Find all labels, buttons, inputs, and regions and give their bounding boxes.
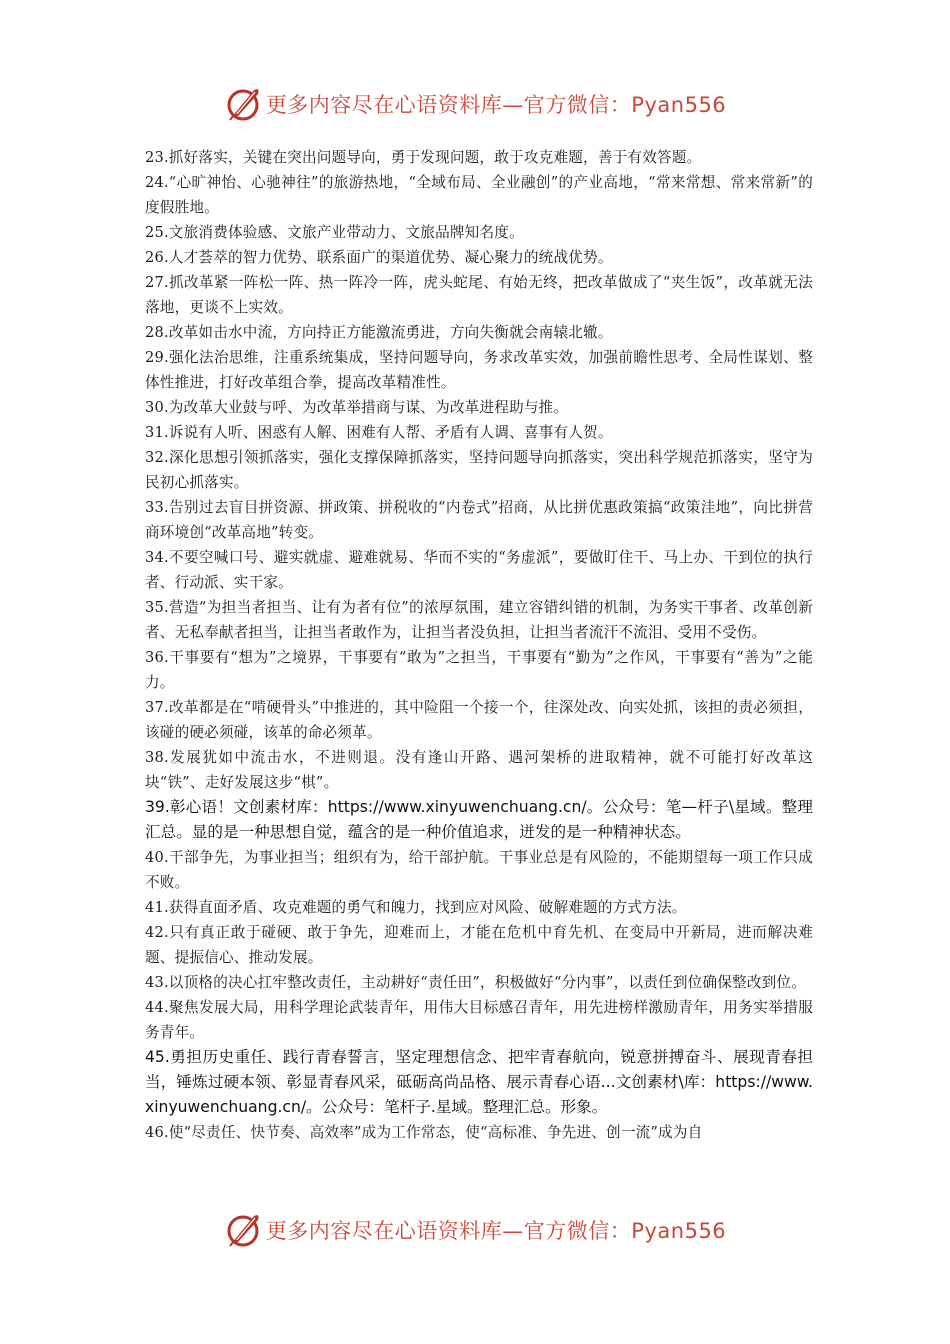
- list-item: 29.强化法治思维，注重系统集成，坚持问题导向，务求改革实效，加强前瞻性思考、全局性谋划、整体性推进，打好改革组合拳，提高改革精准性。: [145, 349, 813, 391]
- document-body: [145, 145, 813, 1145]
- list-item: 36.干事要有“想为”之境界，干事要有“敢为”之担当，干事要有“勤为”之作风，干事要有“善为”之能力。: [145, 649, 813, 691]
- list-item: 23.抓好落实，关键在突出问题导向，勇于发现问题，敢于攻克难题，善于有效答题。: [145, 149, 702, 166]
- footer-banner-text: 更多内容尽在心语资料库—官方微信：Pyan556: [265, 1219, 727, 1243]
- list-item: 44.聚焦发展大局，用科学理论武装青年，用伟大目标感召青年，用先进榜样激励青年，用务实举措服务青年。: [145, 999, 813, 1041]
- list-item: 31.诉说有人听、困惑有人解、困难有人帮、矛盾有人调、喜事有人贺。: [145, 424, 613, 441]
- quill-logo-icon: [224, 1210, 264, 1250]
- list-item: 40.干部争先，为事业担当；组织有为，给干部护航。干事业总是有风险的，不能期望每一项工作只成不败。: [145, 849, 813, 891]
- list-item: 46.使“尽责任、快节奏、高效率”成为工作常态，使“高标准、争先进、创一流”成为自: [145, 1124, 703, 1141]
- list-item: 24.“心旷神怡、心驰神往”的旅游热地，“全域布局、全业融创”的产业高地，“常来常想、常来常新”的度假胜地。: [145, 174, 813, 216]
- list-item: 37.改革都是在“啃硬骨头”中推进的，其中险阻一个接一个，往深处改、向实处抓，该担的责必须担，该碰的硬必须碰，该革的命必须革。: [145, 699, 813, 741]
- list-item: 28.改革如击水中流，方向持正方能激流勇进，方向失衡就会南辕北辙。: [145, 324, 613, 341]
- list-item: 38.发展犹如中流击水，不进则退。没有逢山开路、遇河架桥的进取精神，就不可能打好改革这块“铁”、走好发展这步“棋”。: [145, 749, 813, 791]
- list-item: 34.不要空喊口号、避实就虚、避难就易、华而不实的“务虚派”，要做盯住干、马上办、干到位的执行者、行动派、实干家。: [145, 549, 813, 591]
- list-item-bold: 45.勇担历史重任、践行青春誓言，坚定理想信念、把牢青春航向，锐意拼搏奋斗、展现青春担当，锤炼过硬本领、彰显青春风采，砥砺高尚品格、展示青春心语...文创素材\库：https://www.xinyuwenchuang.cn/。公众号：笔杆子.星域。整理汇总。形象。: [145, 1048, 813, 1116]
- header-banner-text: 更多内容尽在心语资料库—官方微信：Pyan556: [265, 93, 727, 117]
- quill-logo-icon: [224, 84, 264, 124]
- list-item: 41.获得直面矛盾、攻克难题的勇气和魄力，找到应对风险、破解难题的方式方法。: [145, 899, 687, 916]
- list-item: 43.以顶格的决心扛牢整改责任，主动耕好“责任田”，积极做好“分内事”，以责任到位确保整改到位。: [145, 974, 806, 991]
- list-item: 33.告别过去盲目拼资源、拼政策、拼税收的“内卷式”招商，从比拼优惠政策搞“政策洼地”，向比拼营商环境创“改革高地”转变。: [145, 499, 813, 541]
- footer-banner: [0, 1210, 950, 1250]
- list-item: 32.深化思想引领抓落实，强化支撑保障抓落实，坚持问题导向抓落实，突出科学规范抓落实，坚守为民初心抓落实。: [145, 449, 813, 491]
- list-item: 25.文旅消费体验感、文旅产业带动力、文旅品牌知名度。: [145, 224, 524, 241]
- list-item: 35.营造“为担当者担当、让有为者有位”的浓厚氛围，建立容错纠错的机制，为务实干事者、改革创新者、无私奉献者担当，让担当者敢作为，让担当者没负担，让担当者流汗不流泪、受用不受伤。: [145, 599, 813, 641]
- list-item: 30.为改革大业鼓与呼、为改革举措商与谋、为改革进程助与推。: [145, 399, 569, 416]
- list-item: 26.人才荟萃的智力优势、联系面广的渠道优势、凝心聚力的统战优势。: [145, 249, 613, 266]
- header-banner: [0, 84, 950, 124]
- list-item: 42.只有真正敢于碰硬、敢于争先，迎难而上，才能在危机中育先机、在变局中开新局，进而解决难题、提振信心、推动发展。: [145, 924, 813, 966]
- list-item: 27.抓改革紧一阵松一阵、热一阵冷一阵，虎头蛇尾、有始无终，把改革做成了“夹生饭”，改革就无法落地，更谈不上实效。: [145, 274, 813, 316]
- list-item-bold: 39.彰心语！文创素材库：https://www.xinyuwenchuang.cn/。公众号：笔—杆子\星域。整理汇总。显的是一种思想自觉，蕴含的是一种价值追求，迸发的是一种精神状态。: [145, 798, 813, 841]
